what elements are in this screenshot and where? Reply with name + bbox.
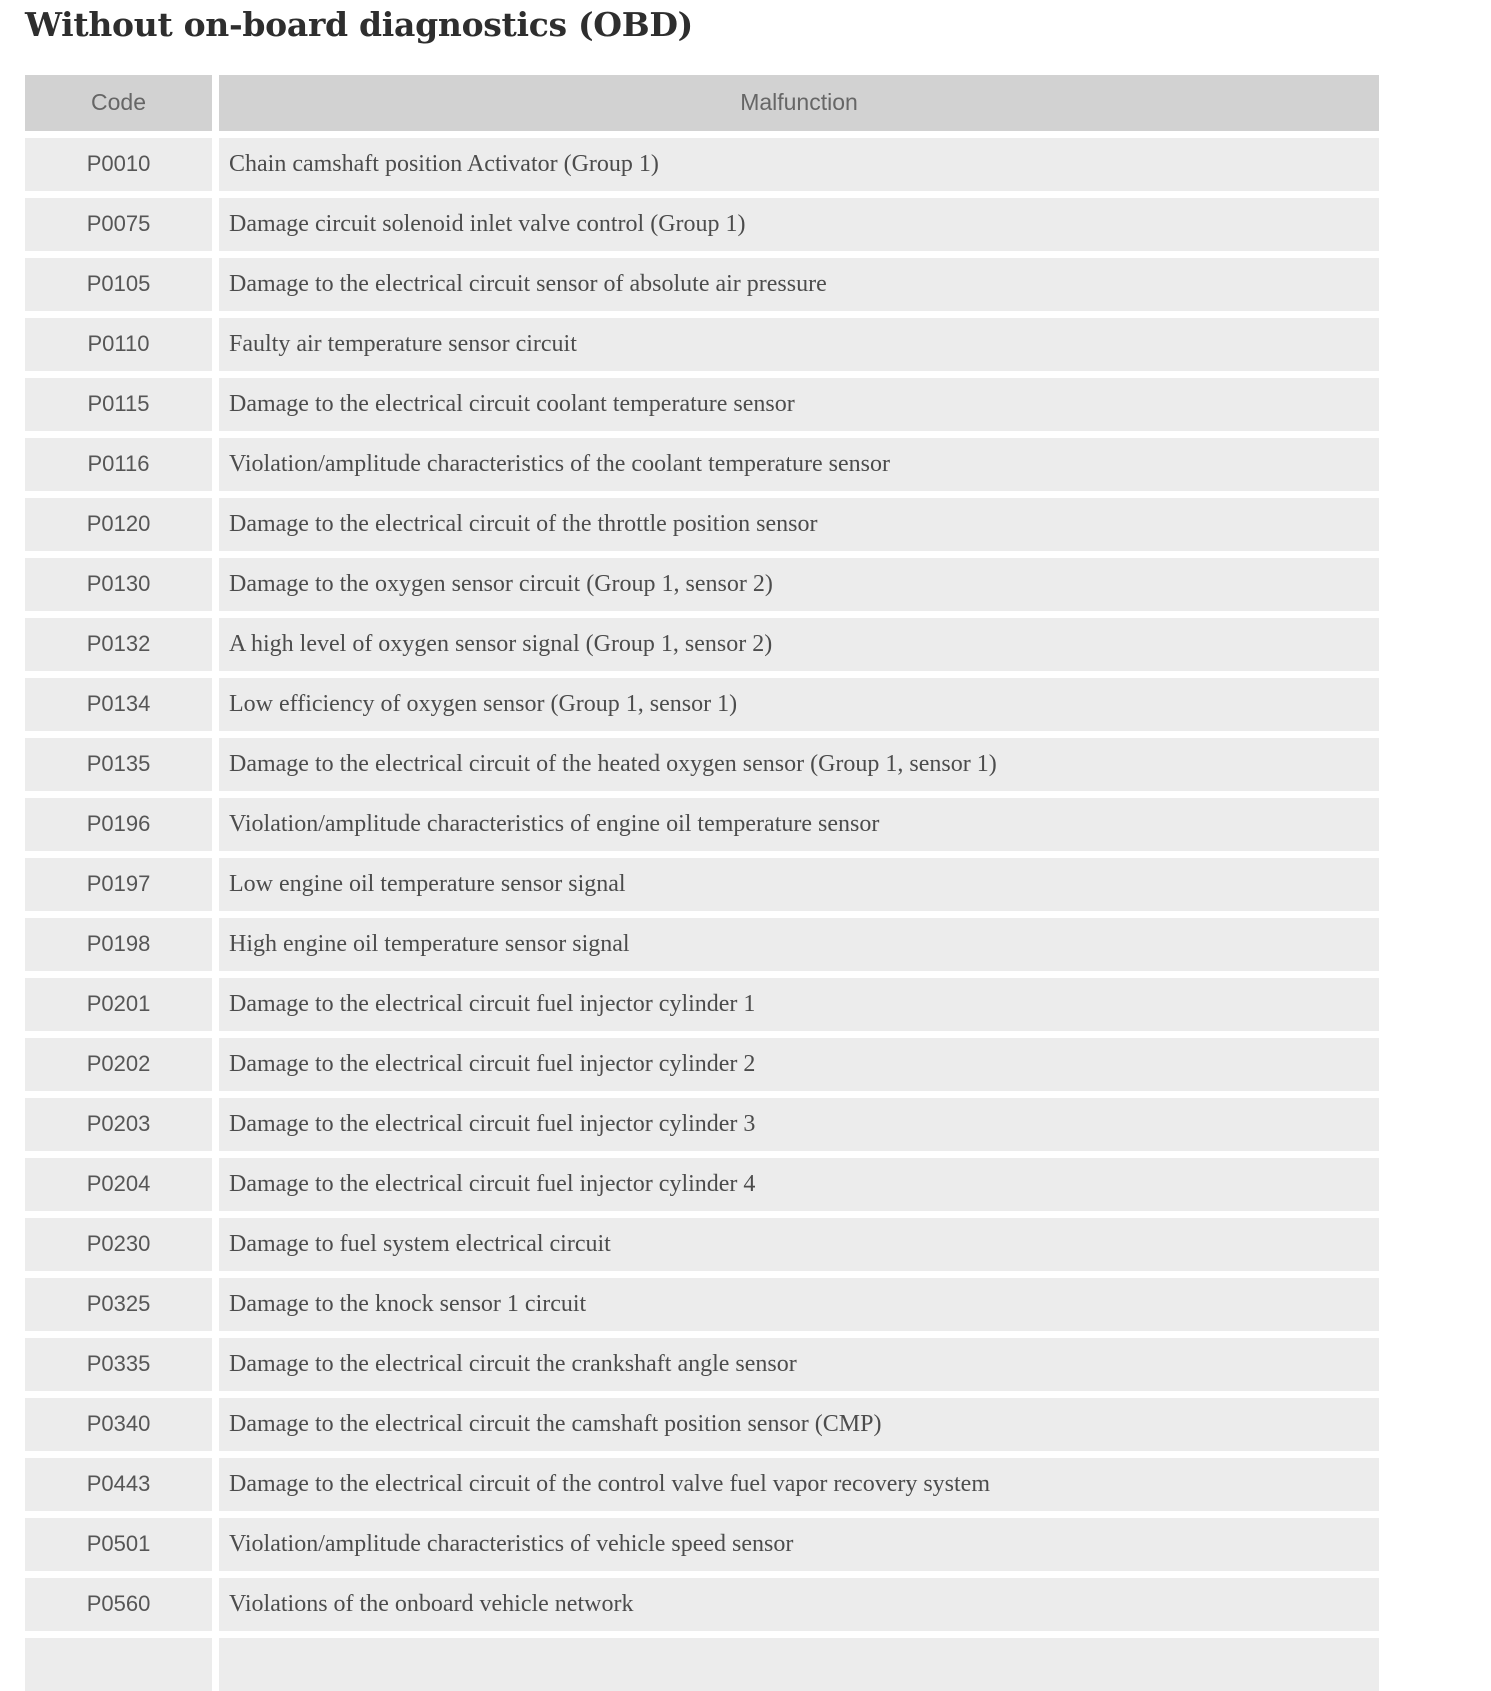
table-row xyxy=(25,1578,1379,1631)
malfunction-cell: Violation/amplitude characteristics of engine oil temperature sensor xyxy=(219,798,1379,851)
table-row xyxy=(25,438,1379,491)
malfunction-cell: Damage to the electrical circuit the camshaft position sensor (CMP) xyxy=(219,1398,1379,1451)
malfunction-cell: Damage to the electrical circuit fuel injector cylinder 4 xyxy=(219,1158,1379,1211)
malfunction-cell: Low engine oil temperature sensor signal xyxy=(219,858,1379,911)
obd-codes-table xyxy=(25,75,1379,1691)
table-row xyxy=(25,198,1379,251)
table-body xyxy=(25,138,1379,1631)
table-row xyxy=(25,1158,1379,1211)
malfunction-cell: Damage to fuel system electrical circuit xyxy=(219,1218,1379,1271)
malfunction-cell: Low efficiency of oxygen sensor (Group 1, sensor 1) xyxy=(219,678,1379,731)
code-cell: P0325 xyxy=(25,1278,212,1331)
table-row xyxy=(25,1518,1379,1571)
table-row xyxy=(25,498,1379,551)
page-title: Without on-board diagnostics (OBD) xyxy=(25,5,693,44)
malfunction-cell: Chain camshaft position Activator (Group 1) xyxy=(219,138,1379,191)
table-row xyxy=(25,1098,1379,1151)
code-column-header: Code xyxy=(25,75,212,131)
code-cell: P0501 xyxy=(25,1518,212,1571)
table-row xyxy=(25,1038,1379,1091)
table-header-row xyxy=(25,75,1379,131)
code-cell: P0132 xyxy=(25,618,212,671)
malfunction-cell: Damage to the electrical circuit the crankshaft angle sensor xyxy=(219,1338,1379,1391)
malfunction-cell: High engine oil temperature sensor signal xyxy=(219,918,1379,971)
code-cell: P0110 xyxy=(25,318,212,371)
malfunction-column-header: Malfunction xyxy=(219,75,1379,131)
code-cell: P0120 xyxy=(25,498,212,551)
malfunction-cell: Faulty air temperature sensor circuit xyxy=(219,318,1379,371)
code-cell: P0335 xyxy=(25,1338,212,1391)
table-row xyxy=(25,258,1379,311)
code-cell: P0010 xyxy=(25,138,212,191)
code-cell: P0443 xyxy=(25,1458,212,1511)
code-cell: P0204 xyxy=(25,1158,212,1211)
code-cell: P0115 xyxy=(25,378,212,431)
table-row xyxy=(25,138,1379,191)
table-row xyxy=(25,618,1379,671)
malfunction-cell: Damage circuit solenoid inlet valve control (Group 1) xyxy=(219,198,1379,251)
code-cell: P0130 xyxy=(25,558,212,611)
code-cell: P0135 xyxy=(25,738,212,791)
table-row xyxy=(25,558,1379,611)
code-cell: P0230 xyxy=(25,1218,212,1271)
code-cell: P0202 xyxy=(25,1038,212,1091)
table-row xyxy=(25,1458,1379,1511)
table-row xyxy=(25,318,1379,371)
table-row xyxy=(25,1278,1379,1331)
code-cell: P0134 xyxy=(25,678,212,731)
malfunction-cell: Damage to the electrical circuit fuel injector cylinder 1 xyxy=(219,978,1379,1031)
malfunction-cell: Damage to the knock sensor 1 circuit xyxy=(219,1278,1379,1331)
malfunction-cell: Damage to the oxygen sensor circuit (Group 1, sensor 2) xyxy=(219,558,1379,611)
code-cell: P0197 xyxy=(25,858,212,911)
malfunction-cell: Damage to the electrical circuit of the heated oxygen sensor (Group 1, sensor 1) xyxy=(219,738,1379,791)
table-row xyxy=(25,678,1379,731)
code-cell: P0198 xyxy=(25,918,212,971)
table-row xyxy=(25,798,1379,851)
table-row xyxy=(25,1218,1379,1271)
table-row xyxy=(25,978,1379,1031)
table-row xyxy=(25,378,1379,431)
table-row xyxy=(25,1398,1379,1451)
malfunction-cell: Damage to the electrical circuit coolant temperature sensor xyxy=(219,378,1379,431)
malfunction-cell: Damage to the electrical circuit fuel injector cylinder 3 xyxy=(219,1098,1379,1151)
malfunction-cell: A high level of oxygen sensor signal (Group 1, sensor 2) xyxy=(219,618,1379,671)
malfunction-cell: Violations of the onboard vehicle network xyxy=(219,1578,1379,1631)
malfunction-cell: Damage to the electrical circuit of the throttle position sensor xyxy=(219,498,1379,551)
malfunction-cell: Damage to the electrical circuit fuel injector cylinder 2 xyxy=(219,1038,1379,1091)
malfunction-cell: Violation/amplitude characteristics of vehicle speed sensor xyxy=(219,1518,1379,1571)
code-cell: P0340 xyxy=(25,1398,212,1451)
table-row xyxy=(25,738,1379,791)
malfunction-cell: Damage to the electrical circuit of the control valve fuel vapor recovery system xyxy=(219,1458,1379,1511)
code-cell: P0116 xyxy=(25,438,212,491)
code-cell: P0075 xyxy=(25,198,212,251)
malfunction-cell: Violation/amplitude characteristics of the coolant temperature sensor xyxy=(219,438,1379,491)
malfunction-cell: Damage to the electrical circuit sensor of absolute air pressure xyxy=(219,258,1379,311)
table-row xyxy=(25,918,1379,971)
code-cell: P0203 xyxy=(25,1098,212,1151)
code-cell: P0201 xyxy=(25,978,212,1031)
code-cell: P0560 xyxy=(25,1578,212,1631)
table-row xyxy=(25,1338,1379,1391)
table-row xyxy=(25,858,1379,911)
code-cell: P0105 xyxy=(25,258,212,311)
code-cell: P0196 xyxy=(25,798,212,851)
